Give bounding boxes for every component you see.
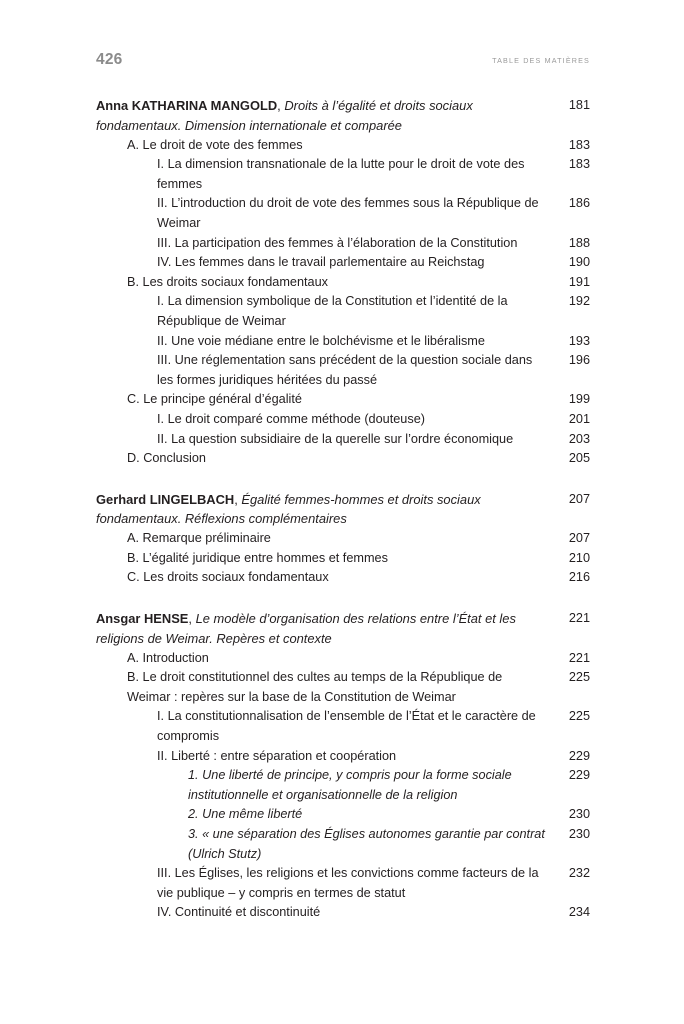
toc-entry-page-number: 225	[568, 670, 590, 685]
running-head	[96, 50, 590, 74]
toc-entry-text: I. La dimension transnationale de la lutte pour le droit de vote des femmes	[157, 157, 525, 191]
toc-work-title: Le modèle d’organisation des relations entre l’État et les religions de Weimar. Repères et contexte	[96, 611, 516, 646]
toc-entry-level-i[interactable]	[96, 864, 590, 903]
toc-entry-text: III. La participation des femmes à l’élaboration de la Constitution	[157, 235, 518, 250]
toc-entry-level-a[interactable]	[96, 568, 590, 588]
toc-entry-page-number: 205	[568, 451, 590, 466]
toc-entry-text: A. Introduction	[127, 650, 209, 665]
toc-entry-level-a[interactable]	[96, 449, 590, 469]
toc-entry-page-number: 207	[568, 491, 590, 506]
toc-section	[96, 609, 590, 923]
toc-author-name: Ansgar HENSE	[96, 611, 189, 627]
toc-entry-level-a[interactable]	[96, 649, 590, 669]
toc-work-title: Droits à l’égalité et droits sociaux fondamentaux. Dimension internationale et comparée	[96, 98, 473, 133]
toc-entry-level-i[interactable]	[96, 292, 590, 331]
toc-entry-level-i[interactable]	[96, 155, 590, 194]
toc-author-entry[interactable]	[96, 609, 590, 649]
toc-entry-level-i[interactable]	[96, 903, 590, 923]
toc-entry-page-number: 203	[568, 431, 590, 446]
toc-entry-page-number: 210	[568, 550, 590, 565]
toc-entry-text: II. La question subsidiaire de la querelle sur l’ordre économique	[157, 431, 514, 446]
toc-entry-text: III. Les Églises, les religions et les convictions comme facteurs de la vie publique – y compris en termes de statut	[157, 866, 539, 900]
toc-entry-page-number: 207	[568, 531, 590, 546]
toc-entry-level-i[interactable]	[96, 430, 590, 450]
toc-entry-level-a[interactable]	[96, 273, 590, 293]
toc-entry-page-number: 225	[568, 709, 590, 724]
toc-section	[96, 96, 590, 469]
toc-entry-text: D. Conclusion	[127, 451, 206, 466]
toc-entry-text: II. L’introduction du droit de vote des femmes sous la République de Weimar	[157, 196, 539, 230]
toc-entry-text: B. L’égalité juridique entre hommes et femmes	[127, 550, 388, 565]
toc-entry-page-number: 196	[568, 353, 590, 368]
toc-entry-page-number: 192	[568, 294, 590, 309]
toc-entry-text: 3. « une séparation des Églises autonomes garantie par contrat (Ulrich Stutz)	[188, 827, 545, 861]
toc-entry-page-number: 229	[568, 748, 590, 763]
toc-author-entry[interactable]	[96, 490, 590, 530]
toc-entry-text: III. Une réglementation sans précédent de la question sociale dans les formes juridiques héritées du passé	[157, 353, 533, 387]
toc-entry-level-i[interactable]	[96, 253, 590, 273]
toc-entry-level-i[interactable]	[96, 194, 590, 233]
toc-author-name: Gerhard LINGELBACH	[96, 491, 235, 507]
toc-entry-text: A. Remarque préliminaire	[127, 531, 271, 546]
toc-entry-page-number: 230	[568, 807, 590, 822]
toc-entry-text: I. La constitutionnalisation de l’ensemble de l’État et le caractère de compromis	[157, 709, 536, 744]
toc-entry-text: I. La dimension symbolique de la Constitution et l’identité de la République de Weimar	[157, 294, 508, 328]
toc-entry-page-number: 216	[568, 570, 590, 585]
toc-author-separator: ,	[234, 491, 242, 507]
toc-entry-page-number: 190	[568, 255, 590, 270]
toc-entry-page-number: 232	[568, 866, 590, 881]
toc-entry-page-number: 199	[568, 392, 590, 407]
toc-entry-page-number: 183	[568, 157, 590, 172]
toc-entry-text: 1. Une liberté de principe, y compris pour la forme sociale institutionnelle et organisationnelle de la religion	[188, 768, 512, 802]
toc-entry-level-n[interactable]	[96, 766, 590, 805]
toc-entry-text	[96, 96, 546, 136]
toc-author-separator: ,	[188, 611, 196, 627]
page-folio-number: 426	[96, 51, 123, 68]
toc-entry-level-a[interactable]	[96, 136, 590, 156]
toc-entry-text: B. Le droit constitutionnel des cultes au temps de la République de Weimar : repères sur la base de la Constitution de Weimar	[127, 670, 503, 704]
toc-entry-level-a[interactable]	[96, 549, 590, 569]
toc-entry-text	[96, 609, 546, 649]
toc-entry-level-i[interactable]	[96, 351, 590, 390]
toc-entry-level-a[interactable]	[96, 529, 590, 549]
toc-section	[96, 490, 590, 588]
toc-entry-page-number: 221	[568, 611, 590, 626]
toc-entry-level-a[interactable]	[96, 390, 590, 410]
toc-entry-text: IV. Les femmes dans le travail parlementaire au Reichstag	[157, 255, 485, 270]
toc-author-entry[interactable]	[96, 96, 590, 136]
toc-entry-page-number: 186	[568, 196, 590, 211]
running-head-title: TABLE DES MATIÈRES	[492, 56, 590, 65]
toc-entry-text: II. Liberté : entre séparation et coopération	[157, 748, 397, 763]
toc-entry-page-number: 191	[568, 274, 590, 289]
toc-entry-level-n[interactable]	[96, 805, 590, 825]
toc-entry-text	[96, 490, 546, 530]
toc-entry-level-i[interactable]	[96, 410, 590, 430]
table-of-contents	[96, 96, 590, 923]
toc-entry-page-number: 234	[568, 905, 590, 920]
toc-entry-page-number: 183	[568, 137, 590, 152]
toc-entry-page-number: 229	[568, 768, 590, 783]
toc-entry-page-number: 193	[568, 333, 590, 348]
toc-entry-page-number: 230	[568, 827, 590, 841]
toc-entry-text: B. Les droits sociaux fondamentaux	[127, 274, 328, 289]
toc-entry-page-number: 221	[568, 650, 590, 665]
toc-entry-level-i[interactable]	[96, 707, 590, 746]
toc-entry-page-number: 201	[568, 411, 590, 426]
toc-entry-text: A. Le droit de vote des femmes	[127, 137, 303, 152]
toc-entry-text: I. Le droit comparé comme méthode (douteuse)	[157, 411, 425, 426]
toc-entry-level-i[interactable]	[96, 747, 590, 767]
toc-entry-level-i[interactable]	[96, 234, 590, 254]
toc-entry-level-i[interactable]	[96, 332, 590, 352]
toc-entry-level-n[interactable]	[96, 825, 590, 864]
toc-work-title: Égalité femmes-hommes et droits sociaux fondamentaux. Réflexions complémentaires	[96, 491, 481, 527]
toc-author-name: Anna KATHARINA MANGOLD	[96, 98, 278, 113]
toc-entry-text: 2. Une même liberté	[188, 807, 303, 822]
toc-entry-level-a[interactable]	[96, 668, 590, 707]
toc-entry-text: IV. Continuité et discontinuité	[157, 905, 321, 920]
toc-entry-text: C. Le principe général d’égalité	[127, 392, 302, 407]
toc-entry-page-number: 188	[568, 235, 590, 250]
toc-entry-page-number: 181	[568, 98, 590, 112]
toc-entry-text: C. Les droits sociaux fondamentaux	[127, 570, 329, 585]
toc-author-separator: ,	[277, 98, 285, 113]
toc-entry-text: II. Une voie médiane entre le bolchévisme et le libéralisme	[157, 333, 485, 348]
